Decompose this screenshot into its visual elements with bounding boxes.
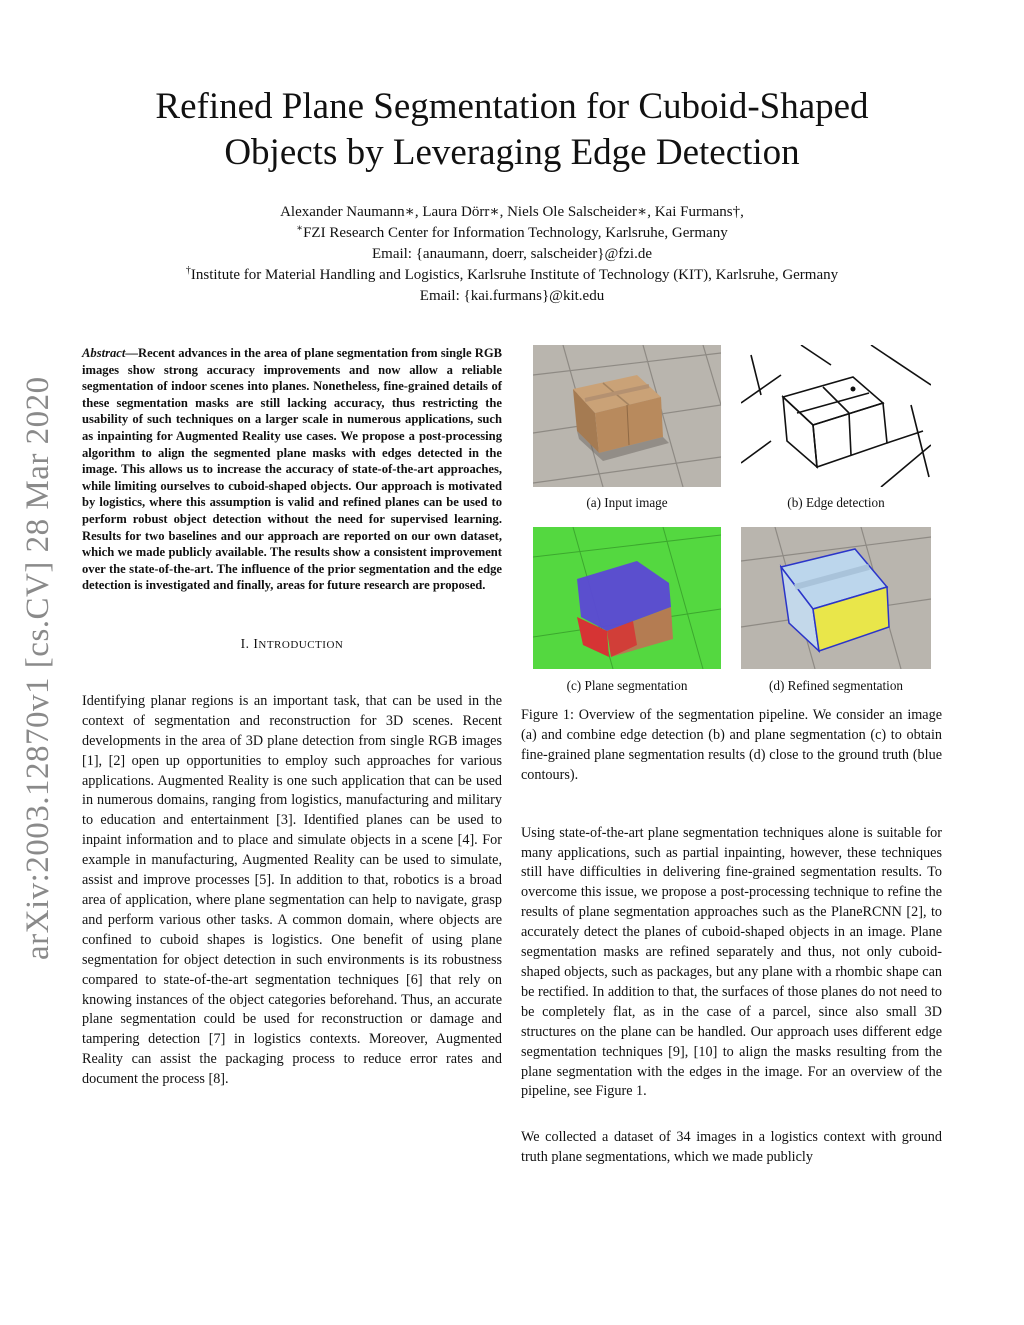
- affiliation-2-text: Institute for Material Handling and Logistics, Karlsruhe Institute of Technology (KIT), Karlsruhe, Germany: [190, 267, 839, 283]
- abstract-text: —Recent advances in the area of plane segmentation from single RGB images show strong accuracy improvements and now allow a reliable segmentation of indoor scenes into planes. Nonetheless, fine-grained details of these segmentation masks are still lacking accuracy, thus restricting the usability of such techniques on a larger scale in numerous applications, such as inpainting for Augmented Reality use cases. We propose a post-processing algorithm to align the segmented plane masks with edges detected in the image. This allows us to increase the accuracy of state-of-the-art approaches, while limiting ourselves to cuboid-shaped objects. Our approach is motivated by logistics, where this assumption is valid and refined planes can be used to perform robust object detection without the need for supervised learning. Results for two baselines and our approach are reported on our own dataset, which we made publicly available. The results show a consistent improvement over the state-of-the-art. The influence of the prior segmentation and the edge detection is investigated and finally, areas for future research are proposed.: [82, 346, 503, 593]
- affiliation-1-text: FZI Research Center for Information Technology, Karlsruhe, Germany: [303, 225, 728, 241]
- right-column: [521, 345, 942, 1168]
- subcaption-c: (c) Plane segmentation: [566, 678, 688, 693]
- left-column: [82, 345, 502, 1090]
- spacer: [521, 786, 942, 824]
- right-paragraph-2: We collected a dataset of 34 images in a logistics context with ground truth plane segmentations, which we made publicly: [521, 1129, 942, 1166]
- figure-1-caption: Figure 1: Overview of the segmentation pipeline. We consider an image (a) and combine edge detection (b) and plane segmentation (c) to obtain fine-grained plane segmentation results (d) close to the ground truth (blue contours).: [521, 707, 942, 783]
- arxiv-identifier: arXiv:2003.12870v1 [cs.CV] 28 Mar 2020: [20, 376, 56, 960]
- refined-segmentation-image: [741, 527, 931, 669]
- paper-title: [0, 84, 1024, 176]
- subcaption-b: (b) Edge detection: [787, 495, 885, 510]
- abstract-lead: Abstract: [82, 346, 126, 360]
- panel-input-image: [533, 345, 721, 487]
- affiliation-1-mark: ∗: [296, 223, 304, 234]
- subcaption-a: (a) Input image: [586, 495, 668, 510]
- figure-1: [521, 345, 942, 693]
- input-image: [533, 345, 721, 487]
- email-1: Email: {anaumann, doerr, salscheider}@fzi.de: [371, 246, 652, 262]
- right-paragraph-1: Using state-of-the-art plane segmentation techniques alone is suitable for many applications, such as partial inpainting, however, these techniques still have difficulties in delivering fine-grained segmentation results. To overcome this issue, we propose a post-processing technique to refine the results of plane segmentation approaches such as the PlaneRCNN [2], to accurately detect the planes of cuboid-shaped objects in an image. Plane segmentation masks are refined separately and thus, not only cuboid-shaped objects, such as packages, but any plane with a rhombic shape can be rectified. In addition to that, the surfaces of those planes do not need to be completely flat, as in the case of a parcel, since also small 3D structures on the plane can be handled. Our approach uses different edge segmentation techniques [9], [10] to align the masks resulting from the plane segmentation with the edges in the image. For an overview of the pipeline, see Figure 1.: [521, 824, 942, 1100]
- plane-segmentation-image: [533, 527, 721, 669]
- affiliation-2: [0, 265, 1024, 286]
- title-line-2: Objects by Leveraging Edge Detection: [224, 132, 800, 173]
- affiliation-1: [0, 223, 1024, 244]
- subcaption-d: (d) Refined segmentation: [768, 678, 904, 693]
- section-heading-introduction: [82, 636, 502, 652]
- email-2: Email: {kai.furmans}@kit.edu: [419, 288, 605, 304]
- affiliation-2-mark: †: [185, 265, 191, 276]
- abstract: [82, 345, 502, 594]
- section-first-letter: I: [253, 635, 259, 651]
- intro-paragraph: Identifying planar regions is an important task, that can be used in the context of segmentation and reconstruction for 3D scenes. Recent developments in the area of 3D plane detection from single RGB images [1], [2] open up opportunities to employ such approaches for various applications. Augmented Reality is one such application that can be used in numerous domains, ranging from logistics, manufacturing and military to education and entertainment [3]. Identified planes can be used to inpaint information and to place and simulate objects in a scene [4]. For example in manufacturing, Augmented Reality can be used to simulate, assist and improve processes [5]. In addition to that, robotics is a broad area of application, where plane segmentation can help to navigate, grasp and perform various other tasks. A common domain, where objects are confined to cuboid shapes is logistics. One benefit of using plane segmentation for object detection in such environments is its robustness compared to state-of-the-art segmentation techniques [6] that rely on knowing instances of the object categories beforehand. Thus, an accurate plane segmentation could be used for reconstruction or damage and tampering detection [7] in logistics contexts. Moreover, Augmented Reality can assist the packaging process to reduce error rates and document the process [8].: [82, 692, 502, 1088]
- paragraph-gap: [521, 1102, 942, 1128]
- edge-detection-image: [741, 345, 931, 487]
- author-names: Alexander Naumann∗, Laura Dörr∗, Niels Ole Salscheider∗, Kai Furmans†,: [280, 204, 744, 220]
- panel-refined-segmentation: [741, 527, 931, 669]
- section-numeral: I.: [240, 635, 254, 651]
- author-block: [0, 202, 1024, 307]
- panel-plane-segmentation: [533, 527, 721, 669]
- panel-edge-detection: [741, 345, 931, 487]
- title-line-1: Refined Plane Segmentation for Cuboid-Shaped: [155, 86, 869, 127]
- section-rest: NTRODUCTION: [258, 638, 344, 651]
